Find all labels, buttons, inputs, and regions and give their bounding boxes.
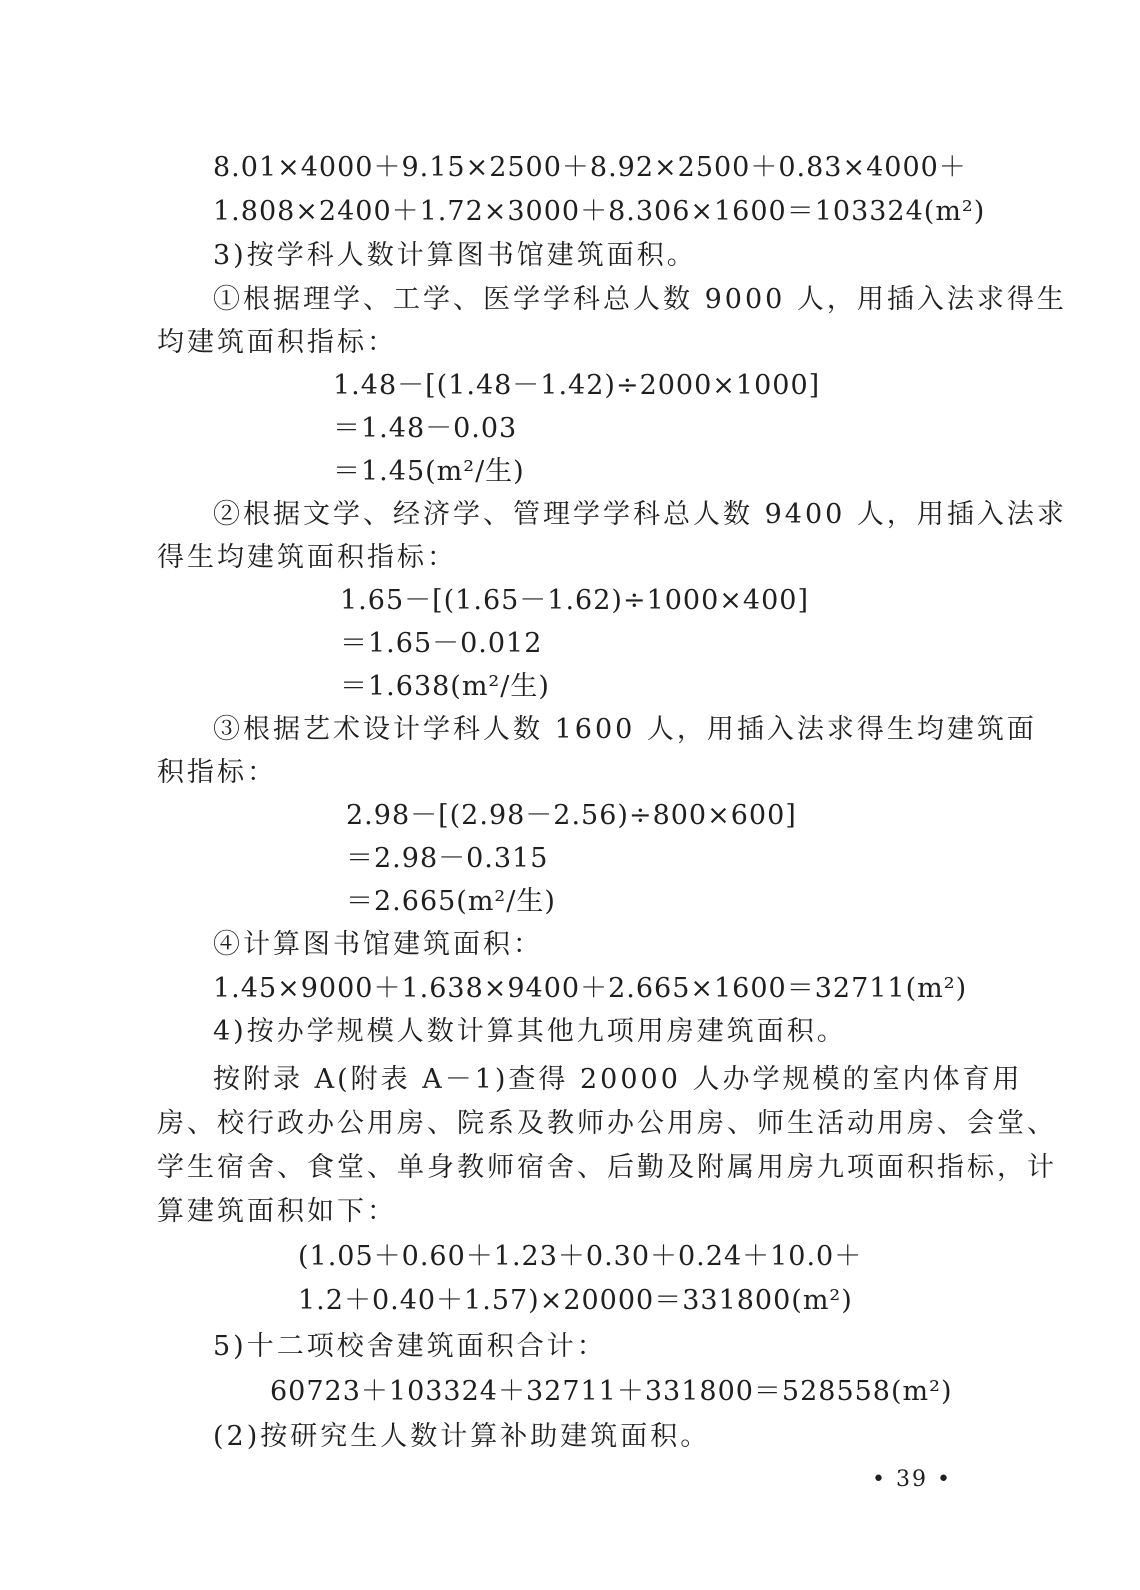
section-heading: 5)十二项校舍建筑面积合计： [213, 1331, 607, 1362]
formula-line: 2.98－[(2.98－2.56)÷800×600] [346, 800, 797, 831]
formula-line: ＝1.65－0.012 [340, 628, 543, 659]
paragraph-line: ①根据理学、工学、医学学科总人数 9000 人，用插入法求得生 [213, 284, 1067, 315]
formula-line: ＝1.45(m²/生) [333, 456, 525, 487]
paragraph-line: 均建筑面积指标： [157, 327, 397, 358]
paragraph-line: 学生宿舍、食堂、单身教师宿舍、后勤及附属用房九项面积指标，计 [157, 1152, 1057, 1183]
paragraph-line: 按附录 A(附表 A－1)查得 20000 人办学规模的室内体育用 [213, 1064, 1023, 1095]
formula-line: ＝1.48－0.03 [333, 413, 518, 444]
paragraph-line: ②根据文学、经济学、管理学学科总人数 9400 人，用插入法求 [213, 499, 1067, 530]
paragraph-line: 房、校行政办公用房、院系及教师办公用房、师生活动用房、会堂、 [157, 1108, 1057, 1139]
paragraph-line: 积指标： [157, 757, 277, 788]
section-heading: (2)按研究生人数计算补助建筑面积。 [213, 1421, 711, 1452]
formula-line: 1.808×2400＋1.72×3000＋8.306×1600＝103324(m²) [213, 196, 986, 227]
paragraph-line: 算建筑面积如下： [157, 1196, 397, 1227]
formula-line: ＝2.665(m²/生) [346, 886, 556, 917]
paragraph-line: ③根据艺术设计学科人数 1600 人，用插入法求得生均建筑面 [213, 714, 1037, 745]
formula-line: 8.01×4000＋9.15×2500＋8.92×2500＋0.83×4000＋ [213, 152, 967, 183]
paragraph-line: 得生均建筑面积指标： [157, 542, 457, 573]
section-heading: ④计算图书馆建筑面积： [213, 929, 543, 960]
page-number: • 39 • [872, 1467, 952, 1492]
section-heading: 3)按学科人数计算图书馆建筑面积。 [213, 240, 697, 271]
formula-line: (1.05＋0.60＋1.23＋0.30＋0.24＋10.0＋ [298, 1241, 863, 1272]
section-heading: 4)按办学规模人数计算其他九项用房建筑面积。 [213, 1016, 847, 1047]
formula-line: ＝2.98－0.315 [346, 843, 549, 874]
formula-line: 1.45×9000＋1.638×9400＋2.665×1600＝32711(m²) [213, 973, 968, 1004]
formula-line: 1.48－[(1.48－1.42)÷2000×1000] [333, 370, 821, 401]
formula-line: 1.2＋0.40＋1.57)×20000＝331800(m²) [298, 1285, 853, 1316]
formula-line: 1.65－[(1.65－1.62)÷1000×400] [340, 585, 809, 616]
formula-line: 60723＋103324＋32711＋331800＝528558(m²) [270, 1376, 953, 1407]
formula-line: ＝1.638(m²/生) [340, 671, 550, 702]
